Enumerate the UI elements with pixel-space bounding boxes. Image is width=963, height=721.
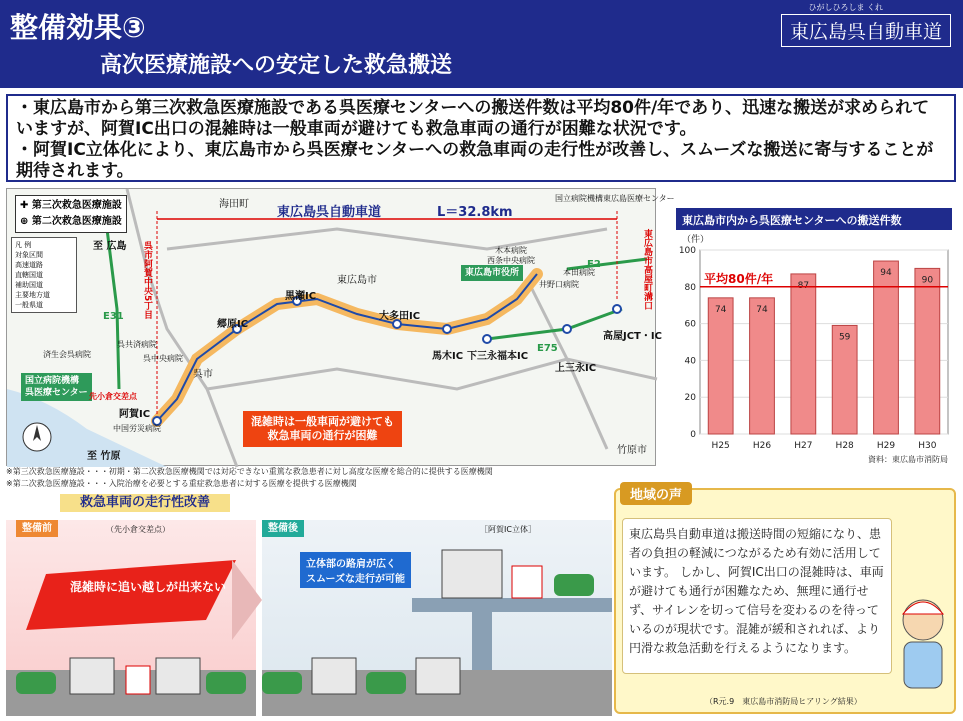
legend-item-tertiary: ✚ 第三次救急医療施設	[20, 200, 122, 211]
congestion-callout: 混雑時は一般車両が避けても 救急車両の通行が困難	[243, 411, 402, 447]
before-bubble: 混雑時に追い越しが出来ない	[70, 580, 227, 594]
voice-source: （R元.9 東広島市消防局ヒアリング結果）	[705, 697, 862, 706]
ic-label: 大多田IC	[379, 311, 421, 322]
overpass-pillar	[472, 612, 492, 670]
after-tag: 整備後	[262, 520, 304, 537]
ic-label: 上三永IC	[555, 363, 597, 374]
overpass-deck	[412, 598, 612, 612]
y-tick-label: 80	[684, 282, 696, 293]
x-tick-label: H25	[711, 441, 730, 451]
intro-box	[6, 94, 956, 182]
hospital-name: 呉中央病院	[143, 354, 183, 363]
page-title: 整備効果③	[10, 11, 146, 44]
intro-line: いますが、阿賀IC出口の混雑時は一般車両が避けても救急車両の通行が困難な状況です。	[16, 119, 697, 139]
ambulance-icon	[126, 666, 150, 694]
dest-hiroshima: 至 広島	[93, 241, 127, 252]
data-label: 87	[797, 280, 810, 291]
before-illustration	[6, 520, 256, 716]
after-panel	[262, 520, 612, 716]
paramedic-icon	[894, 590, 952, 690]
data-label: 74	[714, 304, 727, 315]
car-icon	[206, 672, 246, 694]
route-map	[6, 188, 675, 466]
route-badge: E75	[537, 343, 558, 354]
y-tick-label: 60	[684, 319, 696, 330]
legend-title: 凡 例	[15, 241, 32, 249]
intro-line: 期待されます。	[16, 161, 134, 181]
ic-label: 阿賀IC	[119, 409, 151, 420]
arrow-icon	[232, 560, 264, 640]
brand-ruby: ひがしひろしま くれ	[808, 3, 883, 12]
legend-row: 補助国道	[15, 281, 43, 289]
expressway-e31	[107, 229, 119, 389]
burst-shape	[26, 560, 236, 630]
road-title: 東広島呉自動車道	[277, 205, 382, 220]
x-tick-label: H27	[794, 441, 813, 451]
bar-chart	[664, 204, 956, 468]
ambulance-icon	[512, 566, 542, 598]
hospital-name: 呉共済病院	[117, 340, 157, 349]
chart-source: 資料：東広島市消防局	[868, 455, 948, 464]
start-point-label: 呉市阿賀中央5丁目	[142, 241, 152, 320]
hospital-name: 井野口病院	[539, 280, 579, 289]
end-point-label: 東広島市高屋町溝口	[642, 229, 652, 310]
ic-label: 高屋JCT・IC	[603, 331, 662, 342]
place-label: 竹原市	[617, 445, 647, 456]
y-tick-label: 0	[690, 430, 696, 440]
data-label: 94	[880, 268, 892, 279]
intro-line: ・東広島市から第三次救急医療施設である呉医療センターへの搬送件数は平均80件/年であり、迅速な搬送が求められて	[16, 98, 930, 118]
hospital-name: 本田病院	[563, 268, 595, 277]
y-tick-label: 20	[684, 393, 696, 404]
x-tick-label: H30	[918, 441, 937, 451]
after-illustration	[262, 520, 612, 716]
car-icon	[16, 672, 56, 694]
x-tick-label: H26	[752, 441, 772, 451]
data-label: 90	[921, 275, 934, 286]
brand-label: 東広島呉自動車道	[781, 14, 951, 47]
after-place: ［阿賀IC立体］	[480, 525, 536, 534]
x-tick-label: H28	[835, 441, 854, 451]
truck-icon	[416, 658, 460, 694]
hospital-label: 国立病院機構東広島医療センター	[555, 194, 675, 203]
note-line: ※第二次救急医療施設・・・入院治療を必要とする重症救急患者に対する医療を提供する医療機関	[6, 479, 357, 488]
page-subtitle: 高次医療施設への安定した救急搬送	[100, 53, 453, 78]
dest-takehara: 至 竹原	[87, 451, 121, 462]
truck-icon	[156, 658, 200, 694]
city-hall-label: 東広島市役所	[461, 265, 523, 281]
voice-title: 地域の声	[620, 482, 692, 505]
legend-row: 一般県道	[15, 301, 43, 309]
truck-icon	[442, 550, 502, 598]
map-legend-roads	[11, 237, 77, 313]
before-tag: 整備前	[16, 520, 58, 537]
road-length: L＝32.8km	[437, 205, 513, 220]
car-icon	[554, 574, 594, 596]
place-label: 海田町	[219, 199, 249, 210]
bar	[915, 268, 940, 434]
ic-label: 馬木IC	[432, 351, 464, 362]
legend-row: 対象区間	[15, 251, 43, 259]
route-badge: E31	[103, 311, 124, 322]
hospital-name: 中国労災病院	[113, 424, 161, 433]
ic-marker	[563, 325, 571, 333]
place-label: 東広島市	[337, 275, 377, 286]
bar	[750, 298, 775, 434]
ic-marker	[613, 305, 621, 313]
truck-icon	[312, 658, 356, 694]
bar	[708, 298, 733, 434]
map-notes	[6, 466, 493, 490]
car-icon	[262, 672, 302, 694]
ic-label: 下三永福本IC	[467, 351, 529, 362]
page-header	[0, 0, 963, 88]
before-panel	[6, 520, 256, 716]
data-label: 74	[756, 304, 768, 315]
after-bubble: 立体部の路肩が広く スムーズな走行が可能	[300, 552, 411, 588]
legend-item-secondary: ⊕ 第二次救急医療施設	[20, 216, 122, 227]
chart-title: 東広島市内から呉医療センターへの搬送件数	[676, 208, 952, 230]
ic-label: 黒瀬IC	[285, 291, 317, 302]
kure-center-label: 国立病院機構 呉医療センター	[21, 373, 92, 401]
junction-label: 先小倉交差点	[89, 392, 137, 401]
ic-label: 郷原IC	[217, 319, 249, 330]
truck-icon	[70, 658, 114, 694]
x-tick-label: H29	[876, 441, 896, 451]
place-label: 呉市	[193, 369, 213, 380]
data-label: 59	[838, 332, 851, 343]
y-tick-label: 40	[684, 356, 696, 367]
ic-marker	[483, 335, 491, 343]
average-label: 平均80件/年	[704, 271, 774, 286]
road	[167, 229, 607, 249]
note-line: ※第三次救急医療施設・・・初期・第二次救急医療機関では対応できない重篤な救急患者に対し高度な医療を総合的に提供する医療機関	[6, 467, 493, 476]
hospital-name: 済生会呉病院	[43, 350, 91, 359]
hospital-name: 西条中央病院	[487, 256, 535, 265]
bar	[791, 274, 816, 434]
intro-line: ・阿賀IC立体化により、東広島市から呉医療センターへの救急車両の走行性が改善し、スムーズな搬送に寄与することが	[16, 140, 934, 160]
section-title: 救急車両の走行性改善	[60, 494, 230, 512]
ic-marker	[443, 325, 451, 333]
route-badge: E2	[587, 259, 601, 270]
legend-row: 高速道路	[15, 261, 43, 269]
y-axis-label: （件）	[682, 235, 710, 245]
legend-row: 主要地方道	[15, 291, 50, 299]
car-icon	[366, 672, 406, 694]
legend-row: 直轄国道	[15, 271, 43, 279]
map-legend-facilities	[15, 195, 127, 233]
y-tick-label: 100	[678, 246, 696, 256]
hospital-name: 木本病院	[495, 246, 527, 255]
voice-text: 東広島呉自動車道は搬送時間の短縮になり、患者の負担の軽減につながるため有効に活用しています。 しかし、阿賀IC出口の混雑時は、車両が避けても通行が困難なため、無理に通行せず、サイレンを切って信号を変わるのを待っているのが現状です。混雑が緩和されれば、より円滑な救急活動を行えるようになります。	[622, 518, 892, 674]
before-place: （先小倉交差点）	[106, 525, 170, 534]
